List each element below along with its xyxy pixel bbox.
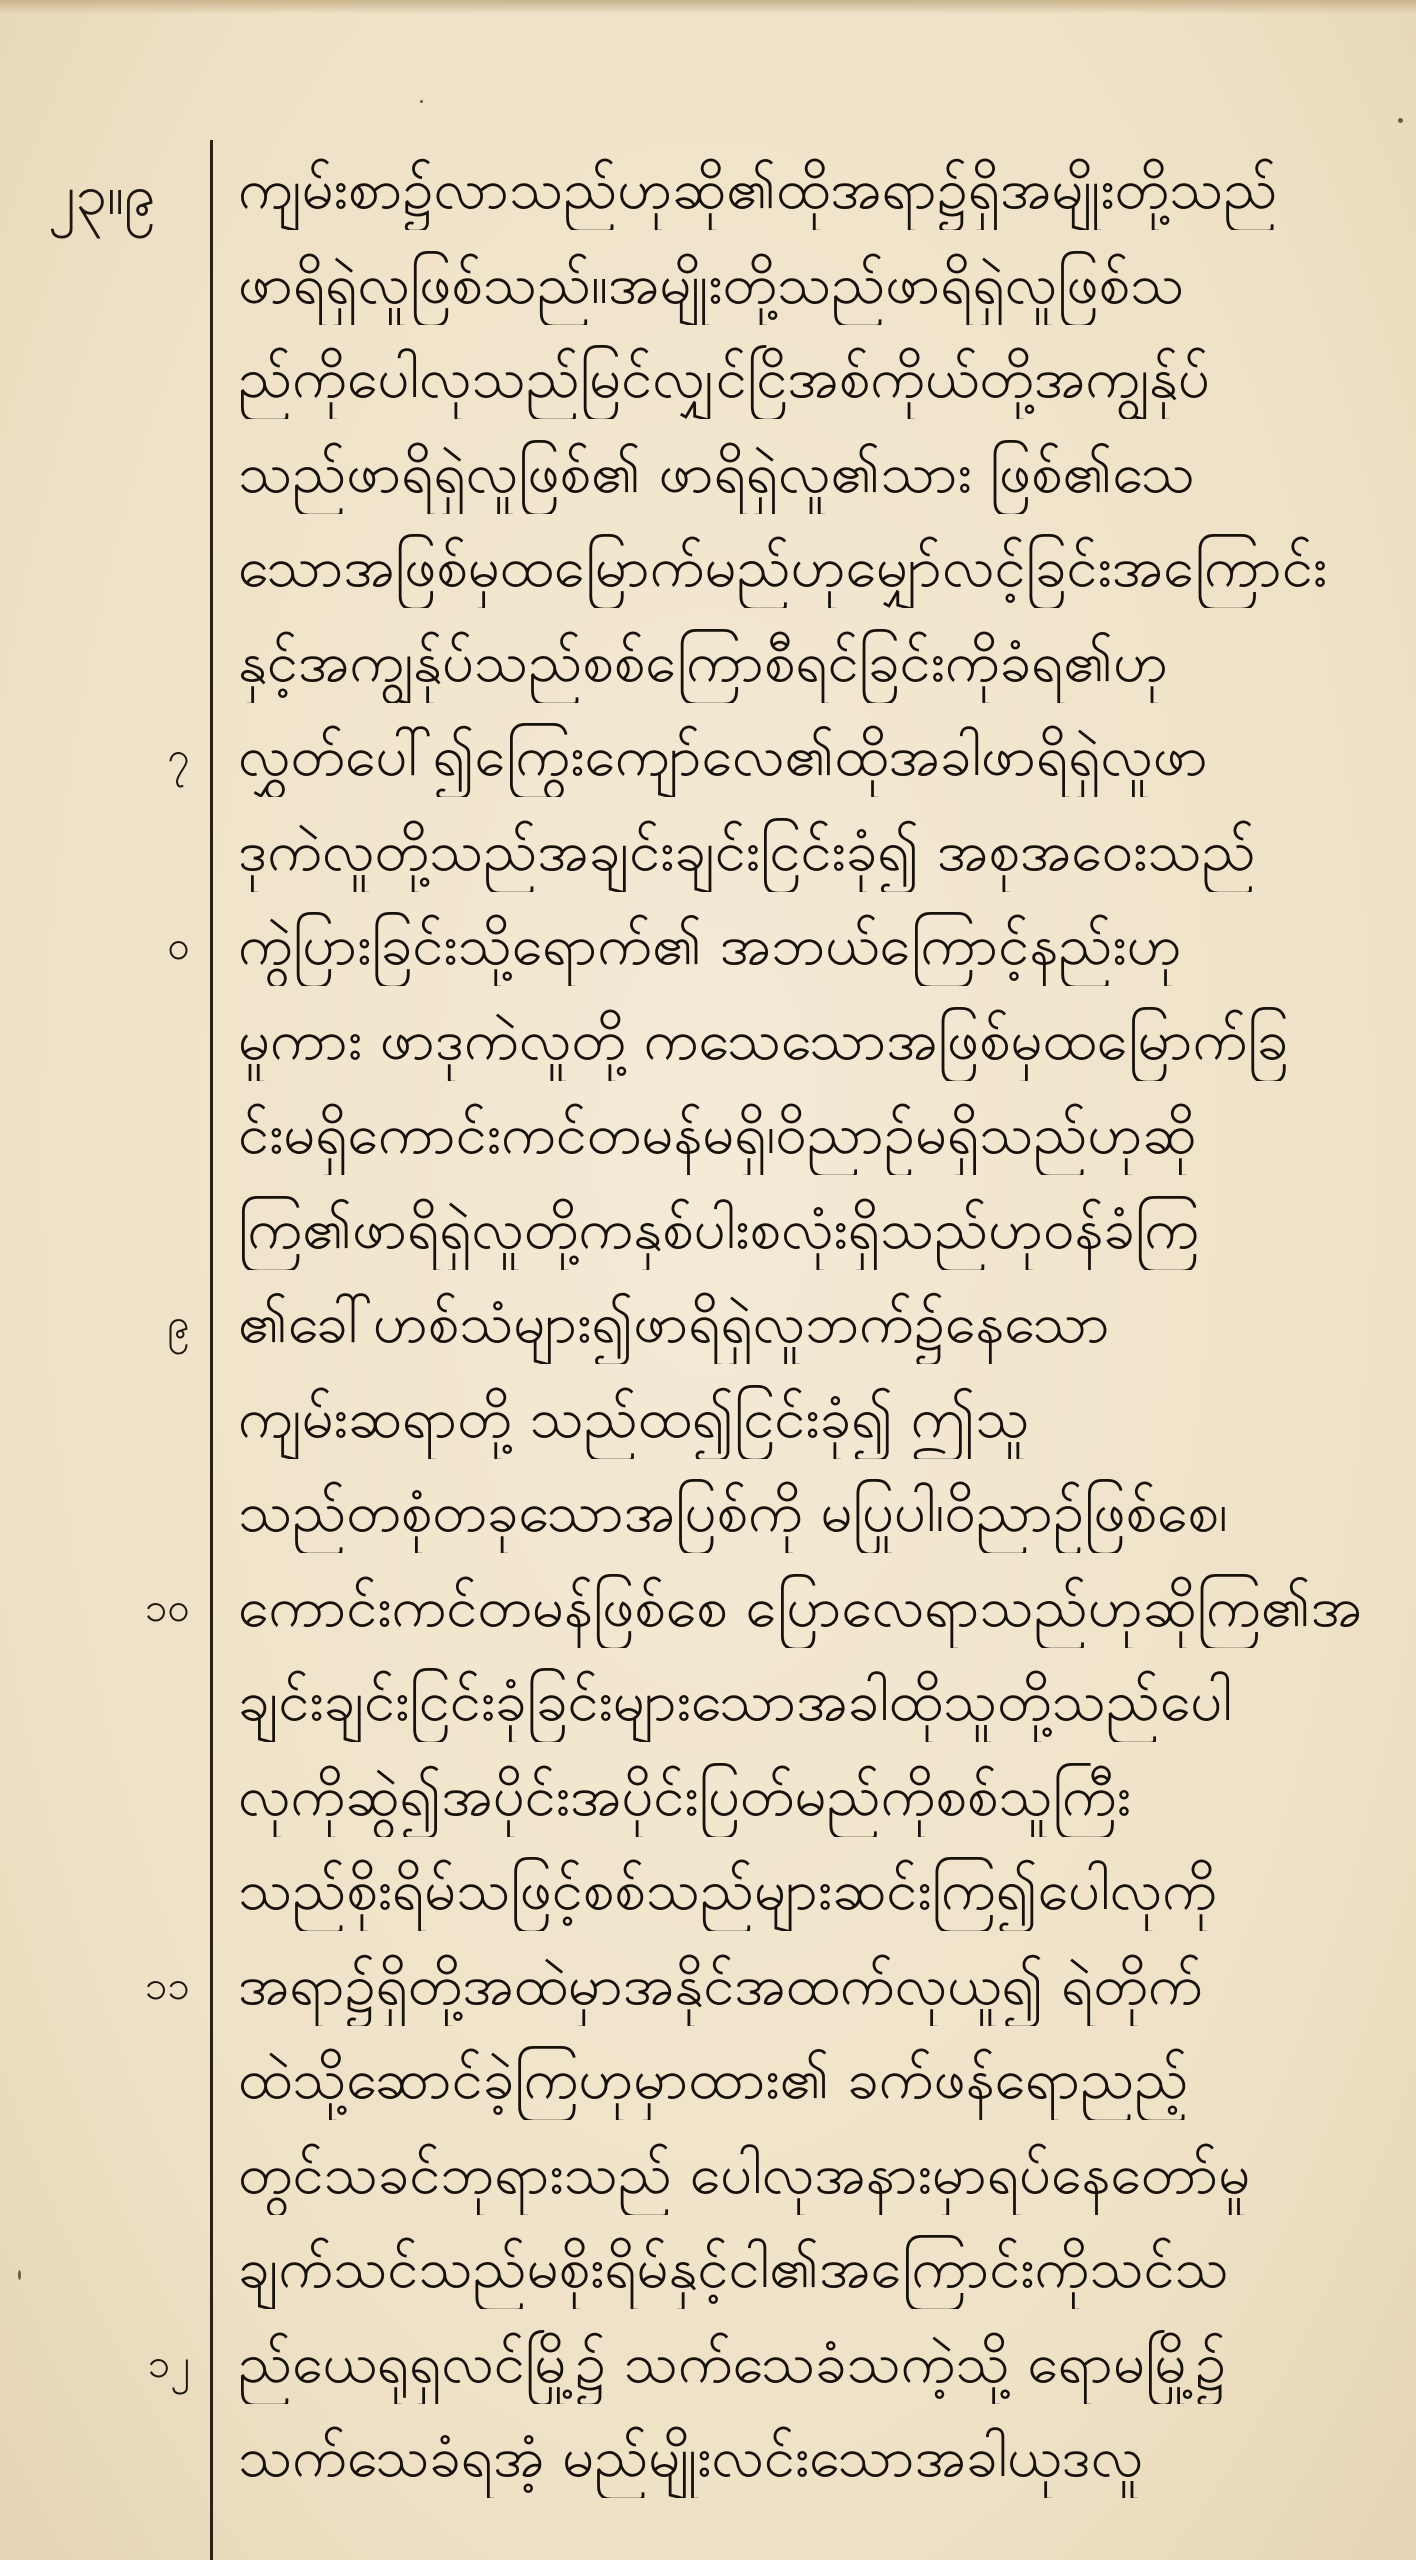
text-line: ထဲသို့ဆောင်ခဲ့ကြဟုမှာထား၏ ခက်ဖန်ရောညည့် [238,2047,1189,2112]
verse-number: ၁၁ [145,1962,190,2009]
text-line: ချက်သင်သည်မစိုးရိမ်နှင့်ငါ၏အကြောင်းကိုသင်သ [238,2236,1229,2301]
text-line: ကျမ်းဆရာတို့ သည်ထ၍ငြင်းခုံ၍ ဤသူ [238,1385,1030,1451]
verse-number: ၇ [167,734,190,780]
text-line: သည်ဖာရိရှဲလူဖြစ်၏ ဖာရိရှဲလူ၏သား ဖြစ်၏သေ [238,440,1195,506]
text-line: လွှတ်ပေါ်၍ကြွေးကျော်လေ၏ထိုအခါဖာရိရှဲလူဖာ [238,724,1208,789]
text-line: ချင်းချင်းငြင်းခုံခြင်းများသောအခါထိုသူတို့သည်ပေါ [238,1669,1232,1734]
verse-number: ၀ [167,923,190,969]
text-line: ည်ယေရုရှလင်မြို့၌ သက်သေခံသကဲ့သို့ ရောမမြို့၌ [238,2330,1227,2396]
verse-number: ၁၂ [147,2340,190,2387]
text-line: သည်စိုးရိမ်သဖြင့်စစ်သည်များဆင်းကြ၍ပေါလုကို [238,1858,1217,1923]
text-line: ဒုကဲလူတို့သည်အချင်းချင်းငြင်းခုံ၍ အစုအဝေးသည် [238,818,1256,884]
text-line: နှင့်အကျွန်ုပ်သည်စစ်ကြောစီရင်ခြင်းကိုခံရ၏ဟု [238,629,1168,695]
paper-speck [18,2270,21,2280]
text-line: သောအဖြစ်မှထမြောက်မည်ဟုမျှော်လင့်ခြင်းအကြောင်း [238,535,1328,600]
text-line: ၏ခေါ်ဟစ်သံများ၍ဖာရိရှဲလူဘက်၌နေသော [238,1291,1110,1356]
page-top-edge [0,0,1416,14]
margin-rule [210,140,213,2560]
text-line: ကွဲပြားခြင်းသို့ရောက်၏ အဘယ်ကြောင့်နည်းဟု [238,913,1182,978]
text-line: မူကား ဖာဒုကဲလူတို့ ကသေသောအဖြစ်မှထမြောက်ခြ [238,1007,1289,1073]
text-line: လုကိုဆွဲ၍အပိုင်းအပိုင်းပြတ်မည်ကိုစစ်သူကြီး [238,1763,1131,1829]
text-line: င်းမရှိကောင်းကင်တမန်မရှိ၊ဝိညာဉ်မရှိသည်ဟုဆို [238,1102,1197,1167]
text-line: သက်သေခံရအံ့ မည်မျိုးလင်းသောအခါယုဒလူ [238,2425,1144,2490]
text-line: အရာ၌ရှိတို့အထဲမှာအနိုင်အထက်လုယူ၍ ရဲတိုက် [238,1952,1203,2018]
text-line: ကြ၏ဖာရိရှဲလူတို့ကနှစ်ပါးစလုံးရှိသည်ဟုဝန်ခံကြ [238,1196,1200,1262]
text-line: ကျမ်းစာ၌လာသည်ဟုဆို၏ထိုအရာ၌ရှိအမျိုးတို့သည် [238,157,1278,222]
text-line: ဖာရိရှဲလူဖြစ်သည်။အမျိုးတို့သည်ဖာရိရှဲလူဖြစ်သ [238,251,1185,317]
page-number: ၂၃။၉ [48,163,156,228]
paper-speck [1398,118,1403,123]
text-line: သည်တစုံတခုသောအပြစ်ကို မပြုပါ၊ဝိညာဉ်ဖြစ်စေ၊ [238,1480,1228,1545]
verse-number: ၉ [167,1301,190,1347]
paper-speck [420,100,423,103]
verse-number: ၁၀ [145,1584,190,1631]
text-line: ည်ကိုပေါလုသည်မြင်လျှင်ငြိအစ်ကိုယ်တို့အကျွန်ုပ် [238,346,1210,411]
text-line: တွင်သခင်ဘုရားသည် ပေါလုအနားမှာရပ်နေတော်မူ [238,2141,1251,2207]
text-line: ကောင်းကင်တမန်ဖြစ်စေ ပြောလေရာသည်ဟုဆိုကြ၏အ [238,1574,1363,1640]
